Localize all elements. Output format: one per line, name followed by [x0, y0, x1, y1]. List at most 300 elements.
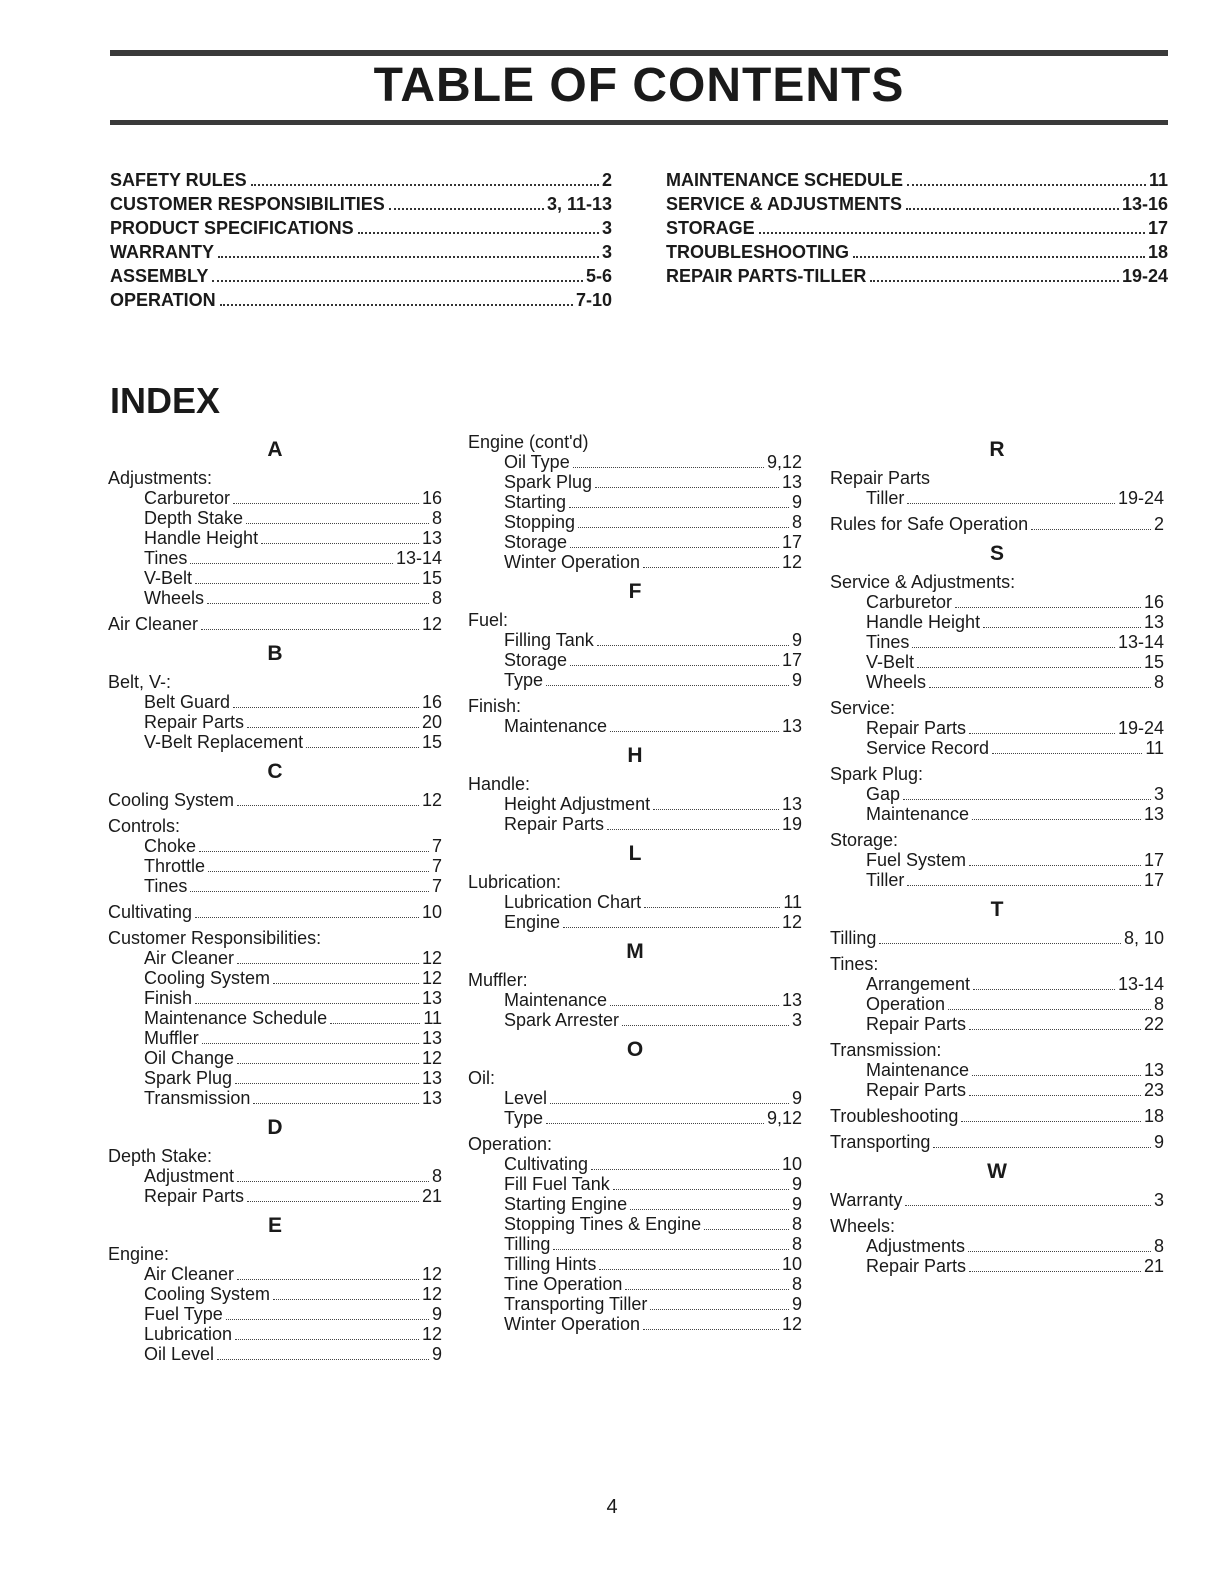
index-group — [830, 954, 1164, 1034]
entry-label: V-Belt — [144, 568, 193, 588]
entry-label: Fuel: — [468, 610, 509, 630]
entry-page: 9,12 — [766, 1108, 802, 1128]
dot-leader — [546, 1123, 764, 1124]
toc-entry — [666, 194, 1168, 218]
index-subentry — [468, 532, 802, 552]
entry-page: 9 — [791, 630, 802, 650]
index-subentry — [108, 548, 442, 568]
dot-leader — [251, 184, 599, 186]
entry-page: 16 — [421, 692, 442, 712]
dot-leader — [907, 503, 1115, 504]
index-subentry — [830, 672, 1164, 692]
entry-page: 19 — [781, 814, 802, 834]
entry-label: Repair Parts — [866, 1080, 967, 1100]
dot-leader — [212, 280, 583, 282]
dot-leader — [573, 467, 764, 468]
index-group — [830, 514, 1164, 534]
index-subentry — [108, 692, 442, 712]
index-subentry — [830, 592, 1164, 612]
dot-leader — [650, 1309, 789, 1310]
index-subentry — [468, 1234, 802, 1254]
index-subentry — [108, 712, 442, 732]
entry-page: 12 — [421, 1048, 442, 1068]
dot-leader — [907, 184, 1146, 186]
index-subentry — [108, 968, 442, 988]
dot-leader — [903, 799, 1151, 800]
dot-leader — [273, 1299, 419, 1300]
entry-label: Handle Height — [144, 528, 259, 548]
entry-label: Type — [504, 1108, 544, 1128]
index-subentry — [830, 1060, 1164, 1080]
entry-page: 3 — [1153, 784, 1164, 804]
index-heading: INDEX — [110, 380, 221, 421]
entry-label: Transporting — [830, 1132, 931, 1152]
entry-label: Warranty — [830, 1190, 903, 1210]
entry-label: OPERATION — [110, 290, 216, 310]
index-subentry — [830, 738, 1164, 758]
dot-leader — [235, 1083, 419, 1084]
entry-page: 13 — [781, 472, 802, 492]
page-number: 4 — [606, 1496, 618, 1518]
entry-label: Rules for Safe Operation — [830, 514, 1029, 534]
entry-label: Service: — [830, 698, 896, 718]
index-letter-c: C — [267, 760, 283, 783]
index-entry — [830, 830, 1164, 850]
entry-page: 7-10 — [575, 290, 612, 310]
entry-page: 13 — [421, 1088, 442, 1108]
toc-entry — [110, 218, 612, 242]
index-subentry — [468, 912, 802, 932]
toc-right-column — [666, 170, 1168, 290]
entry-page: 8 — [1153, 1236, 1164, 1256]
entry-label: Air Cleaner — [108, 614, 199, 634]
entry-label: Operation — [866, 994, 946, 1014]
toc-entry — [666, 218, 1168, 242]
entry-label: Wheels — [144, 588, 205, 608]
dot-leader — [570, 665, 779, 666]
dot-leader — [190, 891, 429, 892]
index-subentry — [108, 1324, 442, 1344]
dot-leader — [306, 747, 419, 748]
index-entry — [830, 764, 1164, 784]
dot-leader — [235, 1339, 419, 1340]
dot-leader — [870, 280, 1119, 282]
entry-page: 12 — [781, 552, 802, 572]
dot-leader — [546, 685, 789, 686]
entry-page: 3 — [1153, 1190, 1164, 1210]
entry-page: 17 — [781, 650, 802, 670]
entry-label: Tiller — [866, 488, 905, 508]
index-entry — [468, 696, 802, 716]
index-group — [830, 1190, 1164, 1210]
index-group — [468, 696, 802, 736]
entry-page: 8 — [1153, 994, 1164, 1014]
index-entry — [108, 1146, 442, 1166]
entry-page: 12 — [421, 968, 442, 988]
index-subentry — [108, 508, 442, 528]
dot-leader — [955, 607, 1141, 608]
entry-label: WARRANTY — [110, 242, 214, 262]
index-group — [108, 468, 442, 608]
index-entry — [830, 514, 1164, 534]
index-group — [830, 1216, 1164, 1276]
index-subentry — [468, 670, 802, 690]
entry-page: 8 — [791, 1214, 802, 1234]
entry-label: Wheels: — [830, 1216, 896, 1236]
entry-page: 12 — [781, 912, 802, 932]
entry-page: 9 — [791, 670, 802, 690]
entry-label: Belt Guard — [144, 692, 231, 712]
dot-leader — [190, 563, 393, 564]
entry-page: 8 — [431, 508, 442, 528]
entry-label: Spark Plug: — [830, 764, 924, 784]
dot-leader — [195, 1003, 419, 1004]
index-entry — [108, 614, 442, 634]
entry-label: Level — [504, 1088, 548, 1108]
index-subentry — [108, 568, 442, 588]
dot-leader — [969, 865, 1141, 866]
entry-page: 13 — [421, 1068, 442, 1088]
dot-leader — [653, 809, 779, 810]
entry-label: ASSEMBLY — [110, 266, 209, 286]
entry-label: Stopping Tines & Engine — [504, 1214, 702, 1234]
index-group — [108, 1146, 442, 1206]
index-entry — [108, 928, 442, 948]
dot-leader — [644, 907, 780, 908]
index-subentry — [468, 552, 802, 572]
entry-page: 15 — [421, 732, 442, 752]
entry-page: 12 — [421, 790, 442, 810]
entry-page: 18 — [1147, 242, 1168, 262]
dot-leader — [237, 1181, 429, 1182]
index-subentry — [468, 650, 802, 670]
dot-leader — [389, 208, 544, 210]
dot-leader — [237, 1063, 419, 1064]
toc-entry — [110, 290, 612, 314]
index-entry — [830, 1132, 1164, 1152]
entry-page: 12 — [421, 1264, 442, 1284]
index-letter-d: D — [267, 1116, 283, 1139]
entry-page: 9 — [791, 1294, 802, 1314]
entry-page: 20 — [421, 712, 442, 732]
index-subentry — [468, 630, 802, 650]
index-subentry — [830, 652, 1164, 672]
index-entry — [468, 432, 802, 452]
index-subentry — [830, 804, 1164, 824]
dot-leader — [948, 1009, 1151, 1010]
dot-leader — [610, 1005, 779, 1006]
index-entry — [830, 1040, 1164, 1060]
entry-label: Storage: — [830, 830, 899, 850]
entry-page: 21 — [1143, 1256, 1164, 1276]
dot-leader — [199, 851, 429, 852]
index-subentry — [108, 1048, 442, 1068]
entry-page: 2 — [601, 170, 612, 190]
dot-leader — [247, 1201, 419, 1202]
entry-label: Cooling System — [144, 1284, 271, 1304]
index-subentry — [830, 784, 1164, 804]
entry-label: Adjustment — [144, 1166, 235, 1186]
entry-label: Lubrication: — [468, 872, 562, 892]
entry-label: Winter Operation — [504, 552, 641, 572]
entry-page: 3 — [601, 218, 612, 238]
index-subentry — [468, 1254, 802, 1274]
entry-page: 9 — [791, 1194, 802, 1214]
index-letter-a: A — [267, 438, 283, 461]
entry-label: Storage — [504, 532, 568, 552]
index-subentry — [468, 990, 802, 1010]
entry-page: 5-6 — [585, 266, 612, 286]
entry-label: Transmission — [144, 1088, 251, 1108]
entry-page: 13-14 — [395, 548, 442, 568]
dot-leader — [237, 805, 419, 806]
entry-label: Cooling System — [144, 968, 271, 988]
dot-leader — [253, 1103, 419, 1104]
index-subentry — [108, 1088, 442, 1108]
index-subentry — [468, 1314, 802, 1334]
index-subentry — [468, 1010, 802, 1030]
index-group — [830, 1106, 1164, 1126]
dot-leader — [929, 687, 1151, 688]
dot-leader — [625, 1289, 789, 1290]
index-entry — [108, 672, 442, 692]
index-letter-o: O — [626, 1038, 644, 1061]
dot-leader — [907, 885, 1141, 886]
entry-page: 10 — [421, 902, 442, 922]
entry-page: 8 — [431, 1166, 442, 1186]
entry-page: 8 — [791, 1234, 802, 1254]
entry-page: 10 — [781, 1254, 802, 1274]
dot-leader — [969, 1095, 1141, 1096]
dot-leader — [969, 1029, 1141, 1030]
entry-label: Height Adjustment — [504, 794, 651, 814]
dot-leader — [599, 1269, 779, 1270]
entry-page: 9,12 — [766, 452, 802, 472]
index-subentry — [108, 948, 442, 968]
index-subentry — [830, 1014, 1164, 1034]
index-subentry — [108, 732, 442, 752]
entry-label: Transporting Tiller — [504, 1294, 648, 1314]
index-letter-h: H — [627, 744, 643, 767]
index-letter-l: L — [628, 842, 642, 865]
index-entry — [468, 774, 802, 794]
index-subentry — [830, 488, 1164, 508]
index-group — [830, 764, 1164, 824]
index-letter-w: W — [987, 1160, 1007, 1183]
dot-leader — [643, 567, 779, 568]
entry-label: SERVICE & ADJUSTMENTS — [666, 194, 903, 214]
index-letter-b: B — [267, 642, 283, 665]
dot-leader — [853, 256, 1145, 258]
entry-label: Throttle — [144, 856, 206, 876]
entry-page: 13-16 — [1121, 194, 1168, 214]
index-subentry — [468, 1108, 802, 1128]
dot-leader — [273, 983, 419, 984]
entry-label: Troubleshooting — [830, 1106, 959, 1126]
entry-label: Type — [504, 670, 544, 690]
index-entry — [108, 790, 442, 810]
index-group — [108, 816, 442, 896]
entry-label: Tines — [144, 548, 188, 568]
dot-leader — [595, 487, 779, 488]
entry-label: Arrangement — [866, 974, 971, 994]
entry-page: 16 — [1143, 592, 1164, 612]
toc-entry — [666, 266, 1168, 290]
index-column-1 — [108, 432, 442, 1370]
entry-label: Gap — [866, 784, 901, 804]
index-entry — [108, 816, 442, 836]
entry-label: Tilling Hints — [504, 1254, 597, 1274]
dot-leader — [237, 963, 419, 964]
index-entry — [108, 468, 442, 488]
dot-leader — [969, 733, 1115, 734]
dot-leader — [358, 232, 599, 234]
entry-page: 8 — [791, 512, 802, 532]
entry-page: 9 — [791, 1088, 802, 1108]
dot-leader — [220, 304, 573, 306]
entry-page: 13 — [1143, 1060, 1164, 1080]
index-group — [830, 1040, 1164, 1100]
entry-label: SAFETY RULES — [110, 170, 247, 190]
index-subentry — [108, 1166, 442, 1186]
index-group — [468, 774, 802, 834]
entry-label: Tilling — [504, 1234, 551, 1254]
entry-page: 21 — [421, 1186, 442, 1206]
entry-page: 13 — [781, 990, 802, 1010]
entry-label: Handle: — [468, 774, 531, 794]
index-subentry — [830, 632, 1164, 652]
dot-leader — [553, 1249, 789, 1250]
entry-page: 8, 10 — [1123, 928, 1164, 948]
toc-entry — [110, 242, 612, 266]
index-group — [468, 1134, 802, 1334]
index-group — [468, 872, 802, 932]
dot-leader — [704, 1229, 789, 1230]
entry-page: 17 — [1147, 218, 1168, 238]
entry-label: Maintenance — [866, 1060, 970, 1080]
entry-label: Oil: — [468, 1068, 495, 1088]
index-subentry — [108, 856, 442, 876]
entry-page: 12 — [421, 948, 442, 968]
index-subentry — [830, 1256, 1164, 1276]
dot-leader — [879, 943, 1121, 944]
dot-leader — [201, 629, 419, 630]
entry-label: PRODUCT SPECIFICATIONS — [110, 218, 354, 238]
entry-page: 11 — [783, 892, 802, 912]
index-subentry — [830, 974, 1164, 994]
entry-label: Depth Stake — [144, 508, 244, 528]
index-entry — [468, 1134, 802, 1154]
index-subentry — [830, 612, 1164, 632]
index-group — [830, 468, 1164, 508]
index-subentry — [108, 1008, 442, 1028]
entry-label: REPAIR PARTS-TILLER — [666, 266, 867, 286]
index-subentry — [468, 1088, 802, 1108]
entry-label: V-Belt — [866, 652, 915, 672]
index-entry — [468, 970, 802, 990]
entry-label: Fill Fuel Tank — [504, 1174, 610, 1194]
entry-page: 8 — [1153, 672, 1164, 692]
index-group — [468, 970, 802, 1030]
entry-page: 9 — [431, 1344, 442, 1364]
entry-label: Depth Stake: — [108, 1146, 213, 1166]
index-entry — [108, 1244, 442, 1264]
entry-label: Adjustments — [866, 1236, 966, 1256]
entry-label: Tines — [866, 632, 910, 652]
entry-label: Controls: — [108, 816, 181, 836]
index-group — [108, 902, 442, 922]
index-letter-t: T — [990, 898, 1004, 921]
entry-page: 3 — [791, 1010, 802, 1030]
index-subentry — [468, 794, 802, 814]
entry-label: Oil Type — [504, 452, 570, 472]
index-subentry — [468, 472, 802, 492]
index-subentry — [468, 1274, 802, 1294]
entry-label: Oil Change — [144, 1048, 235, 1068]
entry-label: STORAGE — [666, 218, 755, 238]
dot-leader — [563, 927, 779, 928]
index-subentry — [468, 1174, 802, 1194]
entry-label: Cultivating — [504, 1154, 589, 1174]
entry-label: Carburetor — [866, 592, 953, 612]
entry-label: Operation: — [468, 1134, 553, 1154]
entry-label: Air Cleaner — [144, 1264, 235, 1284]
entry-label: Repair Parts — [504, 814, 605, 834]
index-group — [108, 928, 442, 1108]
title-rule-top — [110, 50, 1168, 56]
entry-label: Repair Parts — [144, 1186, 245, 1206]
entry-label: Starting Engine — [504, 1194, 628, 1214]
dot-leader — [597, 645, 789, 646]
dot-leader — [217, 1359, 429, 1360]
entry-label: Fuel Type — [144, 1304, 223, 1324]
toc-entry — [666, 170, 1168, 194]
dot-leader — [226, 1319, 429, 1320]
dot-leader — [195, 583, 419, 584]
dot-leader — [972, 1075, 1141, 1076]
entry-page: 10 — [781, 1154, 802, 1174]
index-letter-m: M — [626, 940, 644, 963]
index-entry — [468, 610, 802, 630]
index-subentry — [468, 1154, 802, 1174]
dot-leader — [613, 1189, 789, 1190]
index-group — [108, 1244, 442, 1364]
entry-label: TROUBLESHOOTING — [666, 242, 849, 262]
dot-leader — [912, 647, 1115, 648]
dot-leader — [961, 1121, 1141, 1122]
entry-label: Handle Height — [866, 612, 981, 632]
index-subentry — [830, 1236, 1164, 1256]
toc-entry — [110, 194, 612, 218]
index-entry — [468, 1068, 802, 1088]
index-subentry — [468, 1294, 802, 1314]
index-subentry — [108, 1264, 442, 1284]
entry-label: Carburetor — [144, 488, 231, 508]
entry-label: Service & Adjustments: — [830, 572, 1016, 592]
dot-leader — [218, 256, 599, 258]
entry-label: Finish: — [468, 696, 522, 716]
entry-label: Finish — [144, 988, 193, 1008]
entry-label: Repair Parts — [866, 718, 967, 738]
entry-page: 9 — [431, 1304, 442, 1324]
entry-label: CUSTOMER RESPONSIBILITIES — [110, 194, 385, 214]
dot-leader — [972, 819, 1141, 820]
entry-label: Belt, V-: — [108, 672, 172, 692]
entry-page: 19-24 — [1117, 488, 1164, 508]
entry-page: 15 — [421, 568, 442, 588]
index-group — [468, 1068, 802, 1128]
entry-label: Spark Arrester — [504, 1010, 620, 1030]
